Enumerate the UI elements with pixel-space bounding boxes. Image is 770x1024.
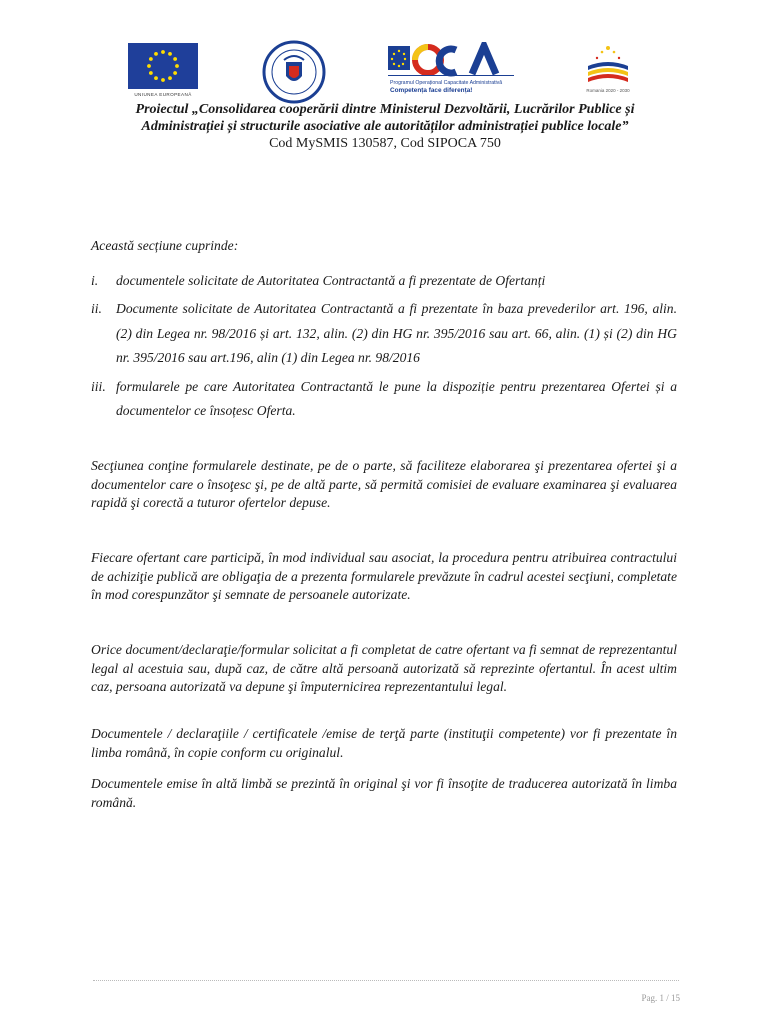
paragraph-language-requirement: Documentele / declaraţiile / certificatele /emise de terţă parte (instituţii competente) vor fi prezentate în limba română, în copie conform cu originalul.	[91, 726, 677, 760]
page-number: Pag. 1 / 15	[641, 993, 680, 1003]
project-header	[80, 101, 690, 152]
list-item-number: ii.	[91, 301, 102, 316]
anniversary-logo	[582, 40, 634, 104]
project-code: Cod MySMIS 130587, Cod SIPOCA 750	[269, 136, 501, 151]
logo-bar	[0, 40, 770, 100]
list-item	[91, 297, 677, 371]
eu-flag-logo	[128, 43, 198, 89]
paragraph-section-content: Secţiunea conţine formularele destinate, pe de o parte, să faciliteze elaborarea şi prezentarea ofertei şi a documentelor care o însoţesc şi, pe de altă parte, să permită comisiei de evaluare examinarea şi evaluarea rapidă şi corectă a tuturor ofertelor depuse.	[91, 458, 677, 510]
poca-tagline-text: Competența face diferența!	[390, 87, 473, 94]
paragraph-bidder-obligation: Fiecare ofertant care participă, în mod individual sau asociat, la procedura pentru atribuirea contractului de achiziţie publică are obligaţia de a prezenta formularele prevăzute în cadrul acestei secţiuni, completate în mod corespunzător şi semnate de persoanele autorizate.	[91, 550, 677, 602]
section-items-list	[91, 269, 677, 427]
poca-program-text: Programul Operațional Capacitate Administrativă	[390, 80, 503, 86]
eu-stars-icon	[128, 43, 198, 89]
list-item-number: iii.	[91, 378, 106, 394]
section-intro: Această secțiune cuprinde:	[91, 238, 239, 253]
list-item-text: formularele pe care Autoritatea Contractantă le pune la dispoziție pentru prezentarea Ofertei și a documentelor ce însoțesc Oferta.	[116, 378, 677, 418]
paragraph-signature-requirement: Orice document/declaraţie/formular solicitat a fi completat de catre ofertant va fi semnat de reprezentantul legal al acestuia sau, după caz, de către altă persoană autorizată să reprezinte ofertantul. În acest ultim caz, persoana autorizată va depune şi împuternicirea reprezentantului legal.	[91, 642, 677, 694]
anniversary-text: Romania 2020 - 2030	[586, 88, 630, 93]
anniversary-emblem-icon	[582, 40, 634, 104]
list-item-number: i.	[91, 273, 99, 288]
project-title-line2: Administrației și structurile asociative ale autorităților administrației publice locale”	[141, 119, 629, 134]
poca-mark-icon	[386, 42, 518, 104]
footer-divider	[93, 980, 679, 981]
list-item	[91, 269, 677, 293]
poca-logo	[386, 42, 518, 104]
government-seal-logo	[262, 40, 326, 104]
list-item	[91, 375, 677, 423]
eu-caption: UNIUNEA EUROPEANĂ	[134, 92, 192, 97]
paragraph-translation-requirement: Documentele emise în altă limbă se prezintă în original şi vor fi însoţite de traducerea autorizată în limba română.	[91, 776, 677, 810]
coat-of-arms-icon	[262, 40, 326, 104]
list-item-text: documentele solicitate de Autoritatea Contractantă a fi prezentate de Ofertanți	[116, 273, 546, 288]
project-title-line1: Proiectul „Consolidarea cooperării dintre Ministerul Dezvoltării, Lucrărilor Publice și	[135, 102, 635, 117]
list-item-text: Documente solicitate de Autoritatea Contractantă a fi prezentate în baza prevederilor art. 196, alin. (2) din Legea nr. 98/2016 și art. 132, alin. (2) din HG nr. 395/2016 sau art. 66, alin. (1) și (2) din HG nr. 395/2016 sau art.196, alin (1) din Legea nr. 98/2016	[116, 301, 677, 365]
